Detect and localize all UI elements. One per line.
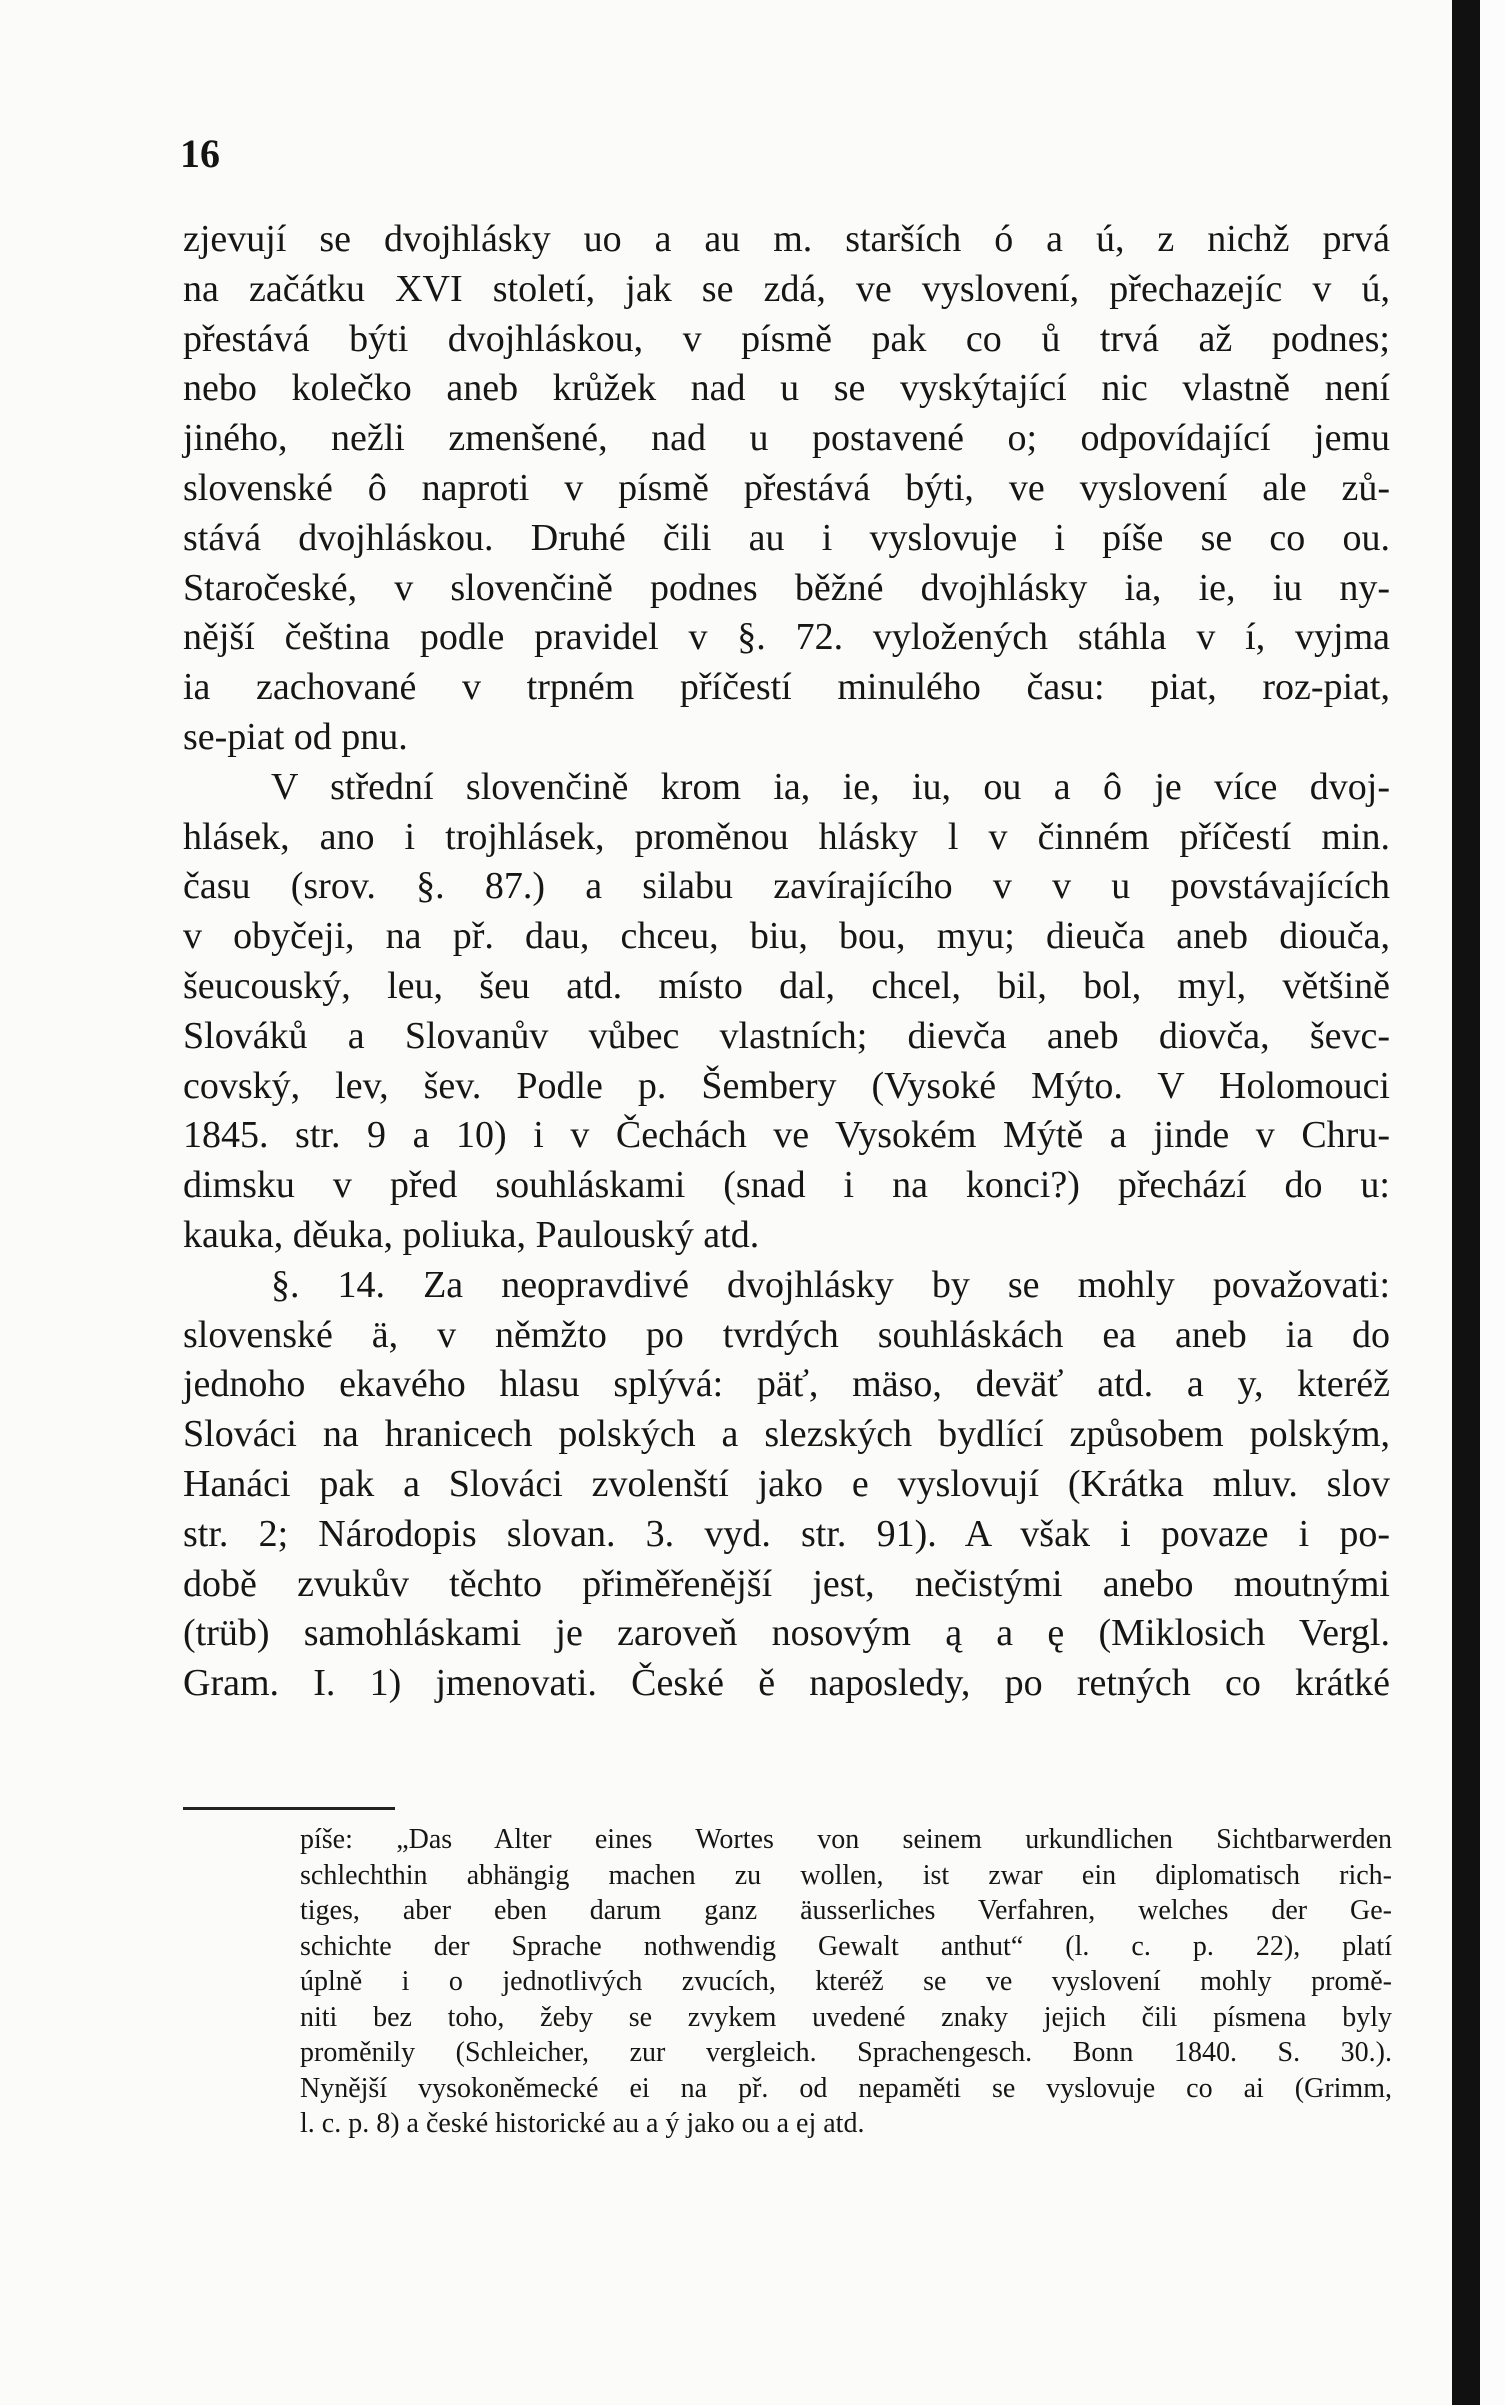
- text-line: Slováci na hranicech polských a slezských bydlící způsobem polským,: [183, 1413, 1390, 1456]
- text-line: ia zachované v trpném příčestí minulého času: piat, roz-piat,: [183, 666, 1390, 709]
- text-line: na začátku XVI století, jak se zdá, ve vyslovení, přechazejíc v ú,: [183, 267, 1390, 310]
- text-line: §. 14. Za neopravdivé dvojhlásky by se mohly považovati:: [271, 1263, 1390, 1306]
- text-line: zjevují se dvojhlásky uo a au m. starších ó a ú, z nichž prvá: [183, 218, 1390, 260]
- text-line: Hanáci pak a Slováci zvolenští jako e vyslovují (Krátka mluv. slov: [183, 1462, 1390, 1505]
- text-line: v obyčeji, na př. dau, chceu, biu, bou, myu; dieuča aneb diouča,: [183, 915, 1390, 958]
- text-line: jiného, nežli zmenšené, nad u postavené o; odpovídající jemu: [183, 417, 1390, 460]
- text-line: (trüb) samohláskami je zaroveň nosovým ą a ę (Miklosich Vergl.: [183, 1612, 1390, 1655]
- page-number: 16: [180, 131, 220, 176]
- text-line: Slováků a Slovanův vůbec vlastních; dievča aneb diovča, ševc-: [183, 1014, 1390, 1057]
- footnote-rule: [183, 1807, 395, 1810]
- text-line: hlásek, ano i trojhlásek, proměnou hlásky l v činném příčestí min.: [183, 815, 1390, 858]
- body-text: [183, 215, 1390, 1709]
- text-line: covský, lev, šev. Podle p. Šembery (Vysoké Mýto. V Holomouci: [183, 1064, 1390, 1107]
- footnote-line: niti bez toho, žeby se zvykem uvedené znaky jejich čili písmena byly: [300, 2001, 1392, 2033]
- text-line: době zvukův těchto přiměřenější jest, nečistými anebo moutnými: [183, 1562, 1390, 1605]
- next-page-edge: [1480, 0, 1505, 2405]
- text-line: stává dvojhláskou. Druhé čili au i vyslovuje i píše se co ou.: [183, 516, 1390, 559]
- text-line: str. 2; Národopis slovan. 3. vyd. str. 91). A však i povaze i po-: [183, 1512, 1390, 1555]
- text-line: šeucouský, leu, šeu atd. místo dal, chcel, bil, bol, myl, většině: [183, 964, 1390, 1007]
- text-line: přestává býti dvojhláskou, v písmě pak co ů trvá až podnes;: [183, 317, 1390, 360]
- text-line: nebo kolečko aneb krůžek nad u se vyskýtající nic vlastně není: [183, 367, 1390, 410]
- text-line: dimsku v před souhláskami (snad i na konci?) přechází do u:: [183, 1164, 1390, 1207]
- text-line: Staročeské, v slovenčině podnes běžné dvojhlásky ia, ie, iu ny-: [183, 566, 1390, 609]
- text-line: Gram. I. 1) jmenovati. České ě naposledy, po retných co krátké: [183, 1662, 1390, 1705]
- footnote-line: tiges, aber eben darum ganz äusserliches Verfahren, welches der Ge-: [300, 1895, 1392, 1926]
- footnote-line: l. c. p. 8) a české historické au a ý jako ou a ej atd.: [300, 2108, 865, 2139]
- footnote-line: proměnily (Schleicher, zur vergleich. Sprachengesch. Bonn 1840. S. 30.).: [300, 2037, 1392, 2068]
- text-line: jednoho ekavého hlasu splývá: päť, mäso, deväť atd. a y, kteréž: [183, 1363, 1390, 1406]
- text-line: se-piat od pnu.: [183, 715, 408, 758]
- text-line: kauka, děuka, poliuka, Paulouský atd.: [183, 1213, 760, 1256]
- footnote-line: schlechthin abhängig machen zu wollen, ist zwar ein diplomatisch rich-: [300, 1859, 1392, 1891]
- text-line: slovenské ä, v němžto po tvrdých souhláskách ea aneb ia do: [183, 1313, 1390, 1356]
- footnote-line: schichte der Sprache nothwendig Gewalt anthut“ (l. c. p. 22), platí: [300, 1930, 1392, 1962]
- text-line: času (srov. §. 87.) a silabu zavírajícího v v u povstávajících: [183, 865, 1390, 908]
- text-line: nější čeština podle pravidel v §. 72. vyložených stáhla v í, vyjma: [183, 616, 1390, 659]
- text-line: 1845. str. 9 a 10) i v Čechách ve Vysokém Mýtě a jinde v Chru-: [183, 1114, 1390, 1157]
- text-line: V střední slovenčině krom ia, ie, iu, ou a ô je více dvoj-: [271, 765, 1390, 808]
- footnote-line: úplně i o jednotlivých zvucích, kteréž se ve vyslovení mohly promě-: [300, 1966, 1392, 1997]
- footnote-line: píše: „Das Alter eines Wortes von seinem urkundlichen Sichtbarwerden: [300, 1824, 1392, 1855]
- footnote-line: Nynější vysokoněmecké ei na př. od nepaměti se vyslovuje co ai (Grimm,: [300, 2072, 1392, 2104]
- footnote: [300, 1822, 1392, 2142]
- text-line: slovenské ô naproti v písmě přestává býti, ve vyslovení ale zů-: [183, 466, 1390, 509]
